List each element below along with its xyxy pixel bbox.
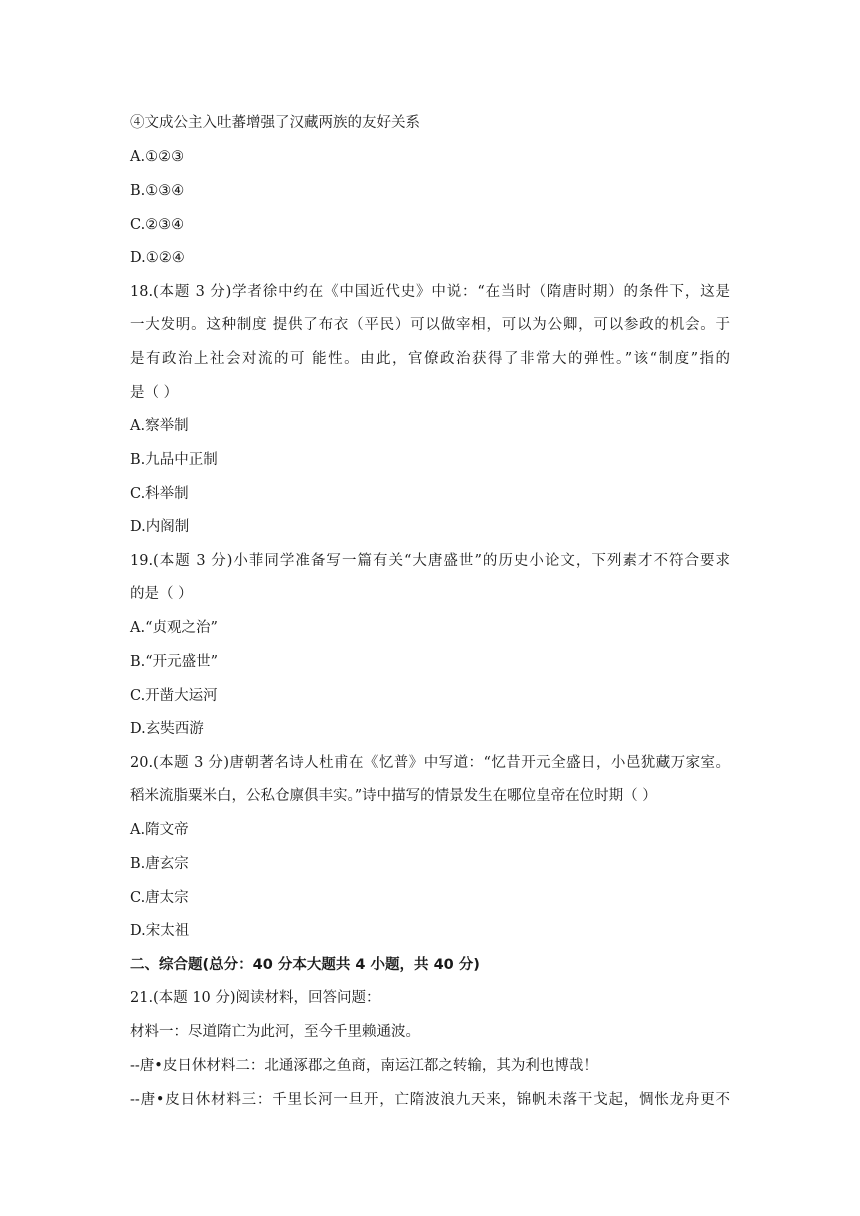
q20-option-d: D.宋太祖 xyxy=(130,923,190,939)
q17-option-b: B.①③④ xyxy=(130,183,185,199)
q19-option-b: B.“开元盛世” xyxy=(130,654,219,670)
q21-material-line-2: --唐•皮日休材料二：北通涿郡之鱼商，南运江都之转输，其为利也博哉！ xyxy=(130,1058,598,1074)
option-line: ④文成公主入吐蕃增强了汉藏两族的友好关系 xyxy=(130,115,420,131)
q18-option-b: B.九品中正制 xyxy=(130,452,218,468)
q21-stem-line-1: 21.(本题 10 分)阅读材料，回答问题： xyxy=(130,990,381,1006)
q19-option-a: A.“贞观之治” xyxy=(130,620,218,636)
q21-material-line-1: 材料一：尽道隋亡为此河，至今千里赖通波。 xyxy=(130,1024,420,1040)
q18-stem-line-1: 18.(本题 3 分)学者徐中约在《中国近代史》中说：“在当时（隋唐时期）的条件下，这是 xyxy=(130,284,730,300)
q17-option-d: D.①②④ xyxy=(130,250,185,266)
q18-option-d: D.内阁制 xyxy=(130,519,190,535)
q19-stem-line-2: 的是（ ） xyxy=(130,586,193,602)
q18-stem-line-4: 是（ ） xyxy=(130,385,179,401)
q20-stem-line-2: 稻米流脂粟米白，公私仓廪俱丰实。”诗中描写的情景发生在哪位皇帝在位时期（ ） xyxy=(130,788,657,804)
q19-stem-line-1: 19.(本题 3 分)小菲同学准备写一篇有关“大唐盛世”的历史小论文，下列素才不符合要求 xyxy=(130,553,730,569)
section-heading: 二、综合题(总分：40 分本大题共 4 小题，共 40 分) xyxy=(130,957,480,973)
q17-option-c: C.②③④ xyxy=(130,217,185,233)
q18-stem-line-3: 是有政治上社会对流的可 能性。由此，官僚政治获得了非常大的弹性。”该“制度”指的 xyxy=(130,351,730,367)
q20-option-a: A.隋文帝 xyxy=(130,822,189,838)
q20-stem-line-1: 20.(本题 3 分)唐朝著名诗人杜甫在《忆普》中写道：“忆昔开元全盛日，小邑犹藏万家室。 xyxy=(130,755,730,771)
q18-option-c: C.科举制 xyxy=(130,486,189,502)
q17-option-a: A.①②③ xyxy=(130,149,185,165)
q21-material-line-3: --唐•皮日休材料三：千里长河一旦开，亡隋波浪九天来，锦帆未落干戈起，惆怅龙舟更不 xyxy=(130,1092,730,1108)
q20-option-b: B.唐玄宗 xyxy=(130,856,189,872)
q20-option-c: C.唐太宗 xyxy=(130,890,189,906)
q19-option-c: C.开凿大运河 xyxy=(130,688,218,704)
q18-option-a: A.察举制 xyxy=(130,418,189,434)
q19-option-d: D.玄奘西游 xyxy=(130,721,204,737)
q18-stem-line-2: 一大发明。这种制度 提供了布衣（平民）可以做宰相，可以为公卿，可以参政的机会。于 xyxy=(130,317,730,333)
